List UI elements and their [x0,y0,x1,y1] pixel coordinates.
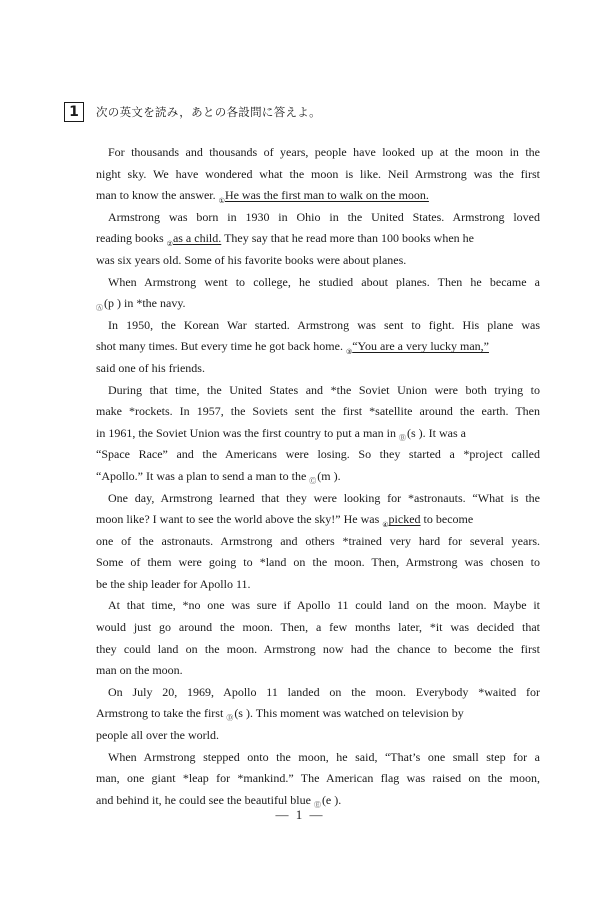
passage-text: to become [423,512,474,527]
underlined-text-2: as a child. [172,231,222,246]
question-header [64,102,321,122]
passage-line: At that time, *no one was sure if Apollo 11 could land on the moon. Maybe it [108,598,540,613]
passage-line: Armstrong was born in 1930 in Ohio in the United States. Armstrong loved [108,209,540,224]
passage-line: said one of his friends. [96,360,205,375]
blank-c: (m ). [317,468,341,483]
blank-d: (s ). [234,706,253,721]
underlined-text-1: He was the first man to walk on the moon. [224,188,429,203]
passage-text: reading books [96,231,164,246]
blank-mark-a: Ⓐ [96,304,103,313]
passage-line: they could land on the moon. Armstrong now had the chance to become the first [96,641,540,656]
passage-text: “Apollo.” It was a plan to send a man to the [96,468,307,483]
blank-mark-b: Ⓑ [398,433,406,442]
passage-text: This moment was watched on television by [255,706,464,721]
passage-line: was six years old. Some of his favorite books were about planes. [96,252,407,267]
passage-line [96,423,540,445]
passage-text: in *the navy. [124,296,186,311]
passage-line: On July 20, 1969, Apollo 11 landed on the moon. Everybody *waited for [108,684,540,699]
blank-b: (s ). [406,425,426,440]
passage-text: in 1961, the Soviet Union was the first country to put a man in [96,425,396,440]
blank-mark-c: Ⓒ [309,476,317,485]
passage-text: It was a [428,425,466,440]
passage-line [96,466,540,488]
underlined-text-3: “You are a very lucky man,” [352,339,489,354]
passage-line: be the ship leader for Apollo 11. [96,576,251,591]
passage-line [96,185,540,207]
page-number: ― 1 ― [275,807,325,822]
passage-line [96,336,540,358]
passage-text: man to know the answer. [96,188,216,203]
passage-line [96,703,540,725]
passage-text: and behind it, he could see the beautiful blue [96,792,311,807]
passage-line: During that time, the United States and *the Soviet Union were both trying to [108,382,540,397]
passage [96,142,540,811]
passage-text: They say that he read more than 100 books when he [224,231,474,246]
passage-line [96,293,540,315]
underline-mark-3: ③ [345,348,353,357]
passage-line: one of the astronauts. Armstrong and others *trained very hard for several years. [96,533,540,548]
passage-text: moon like? I want to see the world above the sky!” He was [96,512,380,527]
passage-text: shot many times. But every time he got back home. [96,339,343,354]
blank-e: (e ). [321,792,342,807]
passage-line: In 1950, the Korean War started. Armstrong was sent to fight. His plane was [108,317,540,332]
passage-line [96,228,540,250]
passage-line: One day, Armstrong learned that they were looking for *astronauts. “What is the [108,490,540,505]
question-number-box: 1 [64,102,84,122]
underline-mark-4: ④ [382,521,389,530]
question-instruction: 次の英文を読み，あとの各設問に答えよ。 [96,105,321,119]
underline-mark-1: ① [218,197,225,206]
passage-line: Some of them were going to *land on the moon. Then, Armstrong was chosen to [96,555,540,570]
underline-mark-2: ② [166,240,173,249]
blank-a: (p ) [104,296,121,311]
blank-mark-d: Ⓓ [226,714,234,723]
passage-line: For thousands and thousands of years, people have looked up at the moon in the [108,145,540,159]
passage-text: Armstrong to take the first [96,706,224,721]
passage-line: When Armstrong went to college, he studied about planes. Then he became a [108,274,540,289]
passage-line: man on the moon. [96,663,183,678]
passage-line: would just go around the moon. Then, a few months later, *it was decided that [96,620,540,635]
passage-line [96,509,540,531]
passage-line: man, one giant *leap for *mankind.” The American flag was raised on the moon, [96,771,540,786]
passage-line: “Space Race” and the Americans were losing. So they started a *project called [96,447,540,462]
passage-line: make *rockets. In 1957, the Soviets sent the first *satellite around the earth. Then [96,404,540,419]
blank-mark-e: Ⓔ [313,800,321,809]
passage-line: people all over the world. [96,728,219,743]
underlined-text-4: picked [388,512,421,527]
passage-line: When Armstrong stepped onto the moon, he said, “That’s one small step for a [108,749,540,764]
passage-line: night sky. We have wondered what the moon is like. Neil Armstrong was the first [96,166,540,181]
